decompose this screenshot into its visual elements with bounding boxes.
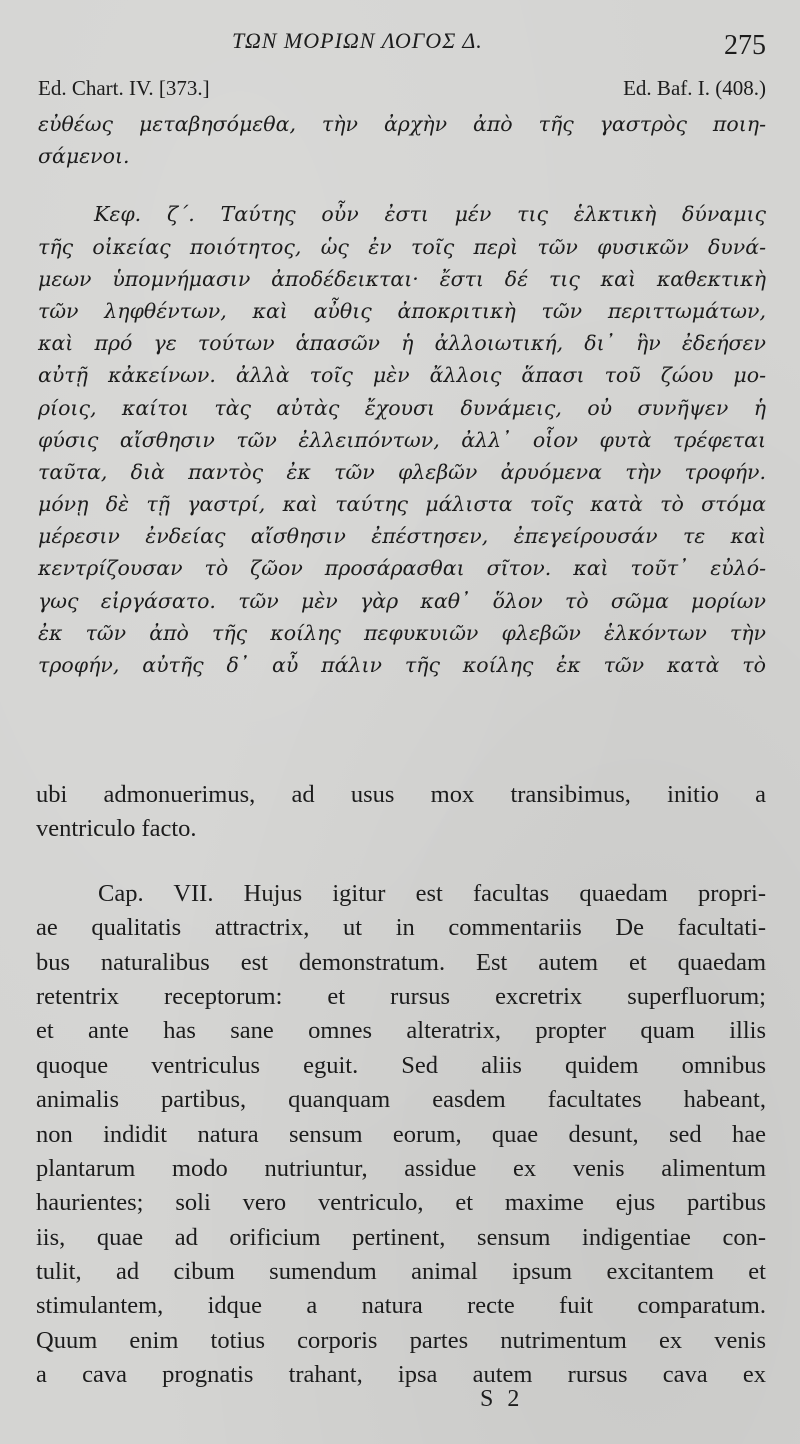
latin-line: retentrix receptorum: et rursus excretrix superfluorum; xyxy=(36,982,766,1010)
greek-line: ἐκ τῶν ἀπὸ τῆς κοίλης πεφυκυιῶν φλεβῶν ἑλκόντων τὴν xyxy=(38,620,766,645)
latin-line: plantarum modo nutriuntur, assidue ex venis alimentum xyxy=(36,1154,766,1182)
printer-signature-mark: S 2 xyxy=(480,1386,524,1412)
greek-chapter-heading-line: Κεφ. ζ΄. Ταύτης οὖν ἐστι μέν τις ἑλκτικὴ δύναμις xyxy=(94,202,766,227)
latin-line: iis, quae ad orificium pertinent, sensum indigentiae con- xyxy=(36,1223,766,1251)
latin-line: animalis partibus, quanquam easdem facultates habeant, xyxy=(36,1086,766,1114)
latin-chapter-heading-line: Cap. VII. Hujus igitur est facultas quaedam propri- xyxy=(98,879,766,907)
greek-text-block xyxy=(38,108,766,681)
greek-line: τῶν ληφθέντων, καὶ αὖθις ἀποκριτικὴ τῶν περιττωμάτων, xyxy=(38,298,766,323)
greek-line: σάμενοι. xyxy=(38,144,130,169)
greek-line: φύσις αἴσθησιν τῶν ἐλλειπόντων, ἀλλ᾽ οἷον φυτὰ τρέφεται xyxy=(38,427,766,452)
greek-line: τῆς οἰκείας ποιότητος, ὡς ἐν τοῖς περὶ τῶν φυσικῶν δυνά- xyxy=(38,234,766,259)
greek-line: γως εἰργάσατο. τῶν μὲν γὰρ καθ᾽ ὅλον τὸ σῶμα μορίων xyxy=(38,588,766,613)
running-head xyxy=(0,28,800,62)
greek-line: εὐθέως μεταβησόμεθα, τὴν ἀρχὴν ἀπὸ τῆς γαστρὸς ποιη- xyxy=(38,112,766,136)
latin-line: tulit, ad cibum sumendum animal ipsum excitantem et xyxy=(36,1258,766,1286)
latin-line: a cava prognatis trahant, ipsa autem rursus cava ex xyxy=(36,1361,766,1389)
latin-line: ae qualitatis attractrix, ut in commentariis De facultati- xyxy=(36,914,766,942)
latin-line: non indidit natura sensum eorum, quae desunt, sed hae xyxy=(36,1120,766,1148)
edition-basel: Ed. Baf. I. (408.) xyxy=(623,76,766,100)
latin-line: ventriculo facto. xyxy=(36,815,197,843)
latin-text-block xyxy=(36,778,766,1393)
latin-line: ubi admonuerimus, ad usus mox transibimus, initio a xyxy=(36,781,766,808)
greek-line: ρίοις, καίτοι τὰς αὐτὰς ἔχουσι δυνάμεις, οὐ συνῆψεν ἡ xyxy=(38,395,766,420)
latin-line: et ante has sane omnes alteratrix, propter quam illis xyxy=(36,1017,766,1045)
edition-references xyxy=(38,76,766,104)
latin-line: Quum enim totius corporis partes nutrimentum ex venis xyxy=(36,1326,766,1354)
latin-line: stimulantem, idque a natura recte fuit comparatum. xyxy=(36,1292,766,1320)
edition-chartier: Ed. Chart. IV. [373.] xyxy=(38,76,210,100)
greek-line: τροφήν, αὐτῆς δ᾽ αὖ πάλιν τῆς κοίλης ἐκ τῶν κατὰ τὸ xyxy=(38,653,766,677)
greek-line: ταῦτα, διὰ παντὸς ἐκ τῶν φλεβῶν ἀρυόμενα τὴν τροφήν. xyxy=(38,459,766,484)
greek-line: αὐτῇ κἀκείνων. ἀλλὰ τοῖς μὲν ἄλλοις ἅπασι τοῦ ζώου μο- xyxy=(38,363,766,388)
greek-line: καὶ πρό γε τούτων ἁπασῶν ἡ ἀλλοιωτική, δι᾽ ἣν ἐδεήσεν xyxy=(38,331,766,356)
greek-line: κεντρίζουσαν τὸ ζῶον προσάρασθαι σῖτον. καὶ τοῦτ᾽ εὐλό- xyxy=(38,556,766,581)
greek-line: μέρεσιν ἐνδείας αἴσθησιν ἐπέστησεν, ἐπεγείρουσάν τε καὶ xyxy=(38,524,766,549)
latin-line: bus naturalibus est demonstratum. Est autem et quaedam xyxy=(36,948,766,976)
greek-line: μόνῃ δὲ τῇ γαστρί, καὶ ταύτης μάλιστα τοῖς κατὰ τὸ στόμα xyxy=(38,492,766,517)
greek-line: μεων ὑπομνήμασιν ἀποδέδεικται· ἔστι δέ τις καὶ καθεκτικὴ xyxy=(38,266,766,291)
latin-line: haurientes; soli vero ventriculo, et maxime ejus partibus xyxy=(36,1189,766,1217)
latin-line: quoque ventriculus eguit. Sed aliis quidem omnibus xyxy=(36,1051,766,1079)
running-title: ΤΩΝ ΜΟΡΙΩΝ ΛΟΓΟΣ Δ. xyxy=(232,28,483,53)
page-number: 275 xyxy=(724,30,766,61)
